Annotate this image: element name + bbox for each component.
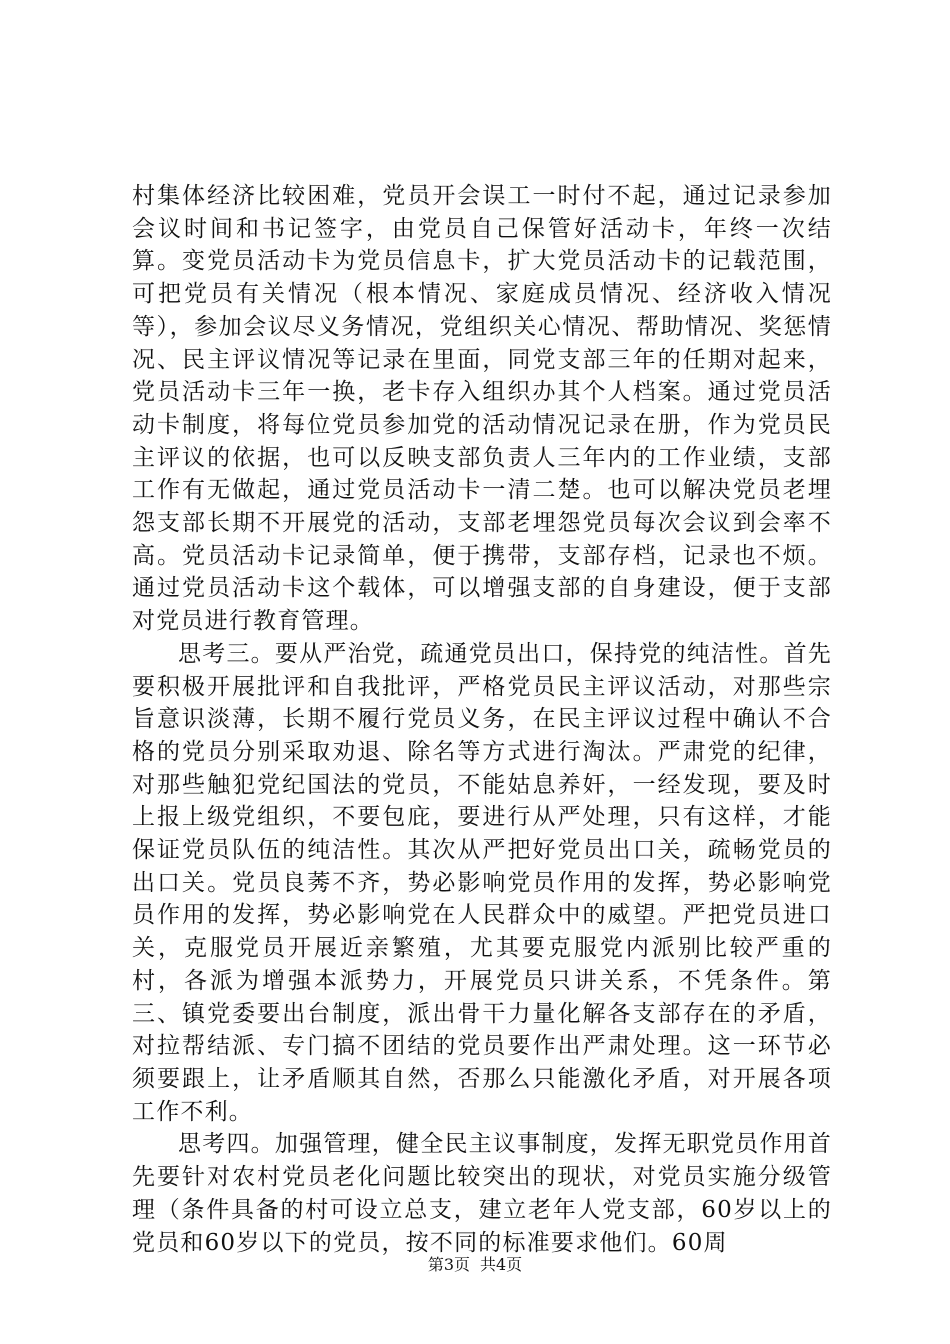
paragraph-3: 思考四。加强管理，健全民主议事制度，发挥无职党员作用首先要针对农村党员老化问题比较突出的现状，对党员实施分级管理（条件具备的村可设立总支，建立老年人党支部，60岁以上的党员和60岁以下的党员，按不同的标准要求他们。60周 xyxy=(132,1131,832,1256)
page-total: 共4页 xyxy=(480,1255,523,1274)
page-footer xyxy=(0,1255,950,1275)
page-number: 第3页 xyxy=(427,1255,470,1274)
paragraph-1: 村集体经济比较困难，党员开会误工一时付不起，通过记录参加会议时间和书记签字，由党员自己保管好活动卡，年终一次结算。变党员活动卡为党员信息卡，扩大党员活动卡的记载范围，可把党员有关情况（根本情况、家庭成员情况、经济收入情况等），参加会议尽义务情况，党组织关心情况、帮助情况、奖惩情况、民主评议情况等记录在里面，同党支部三年的任期对起来，党员活动卡三年一换，老卡存入组织办其个人档案。通过党员活动卡制度，将每位党员参加党的活动情况记录在册，作为党员民主评议的依据，也可以反映支部负责人三年内的工作业绩，支部工作有无做起，通过党员活动卡一清二楚。也可以解决党员老埋怨支部长期不开展党的活动，支部老埋怨党员每次会议到会率不高。党员活动卡记录简单，便于携带，支部存档，记录也不烦。通过党员活动卡这个载体，可以增强支部的自身建设，便于支部对党员进行教育管理。 xyxy=(132,183,832,635)
paragraph-2: 思考三。要从严治党，疏通党员出口，保持党的纯洁性。首先要积极开展批评和自我批评，严格党员民主评议活动，对那些宗旨意识淡薄，长期不履行党员义务，在民主评议过程中确认不合格的党员分别采取劝退、除名等方式进行淘汰。严肃党的纪律，对那些触犯党纪国法的党员，不能姑息养奸，一经发现，要及时上报上级党组织，不要包庇，要进行从严处理，只有这样，才能保证党员队伍的纯洁性。其次从严把好党员出口关，疏畅党员的出口关。党员良莠不齐，势必影响党员作用的发挥，势必影响党员作用的发挥，势必影响党在人民群众中的威望。严把党员进口关，克服党员开展近亲繁殖，尤其要克服党内派别比较严重的村，各派为增强本派势力，开展党员只讲关系，不凭条件。第三、镇党委要出台制度，派出骨干力量化解各支部存在的矛盾，对拉帮结派、专门搞不团结的党员要作出严肃处理。这一环节必须要跟上，让矛盾顺其自然，否那么只能激化矛盾，对开展各项工作不利。 xyxy=(132,640,832,1125)
document-body xyxy=(132,180,832,1259)
